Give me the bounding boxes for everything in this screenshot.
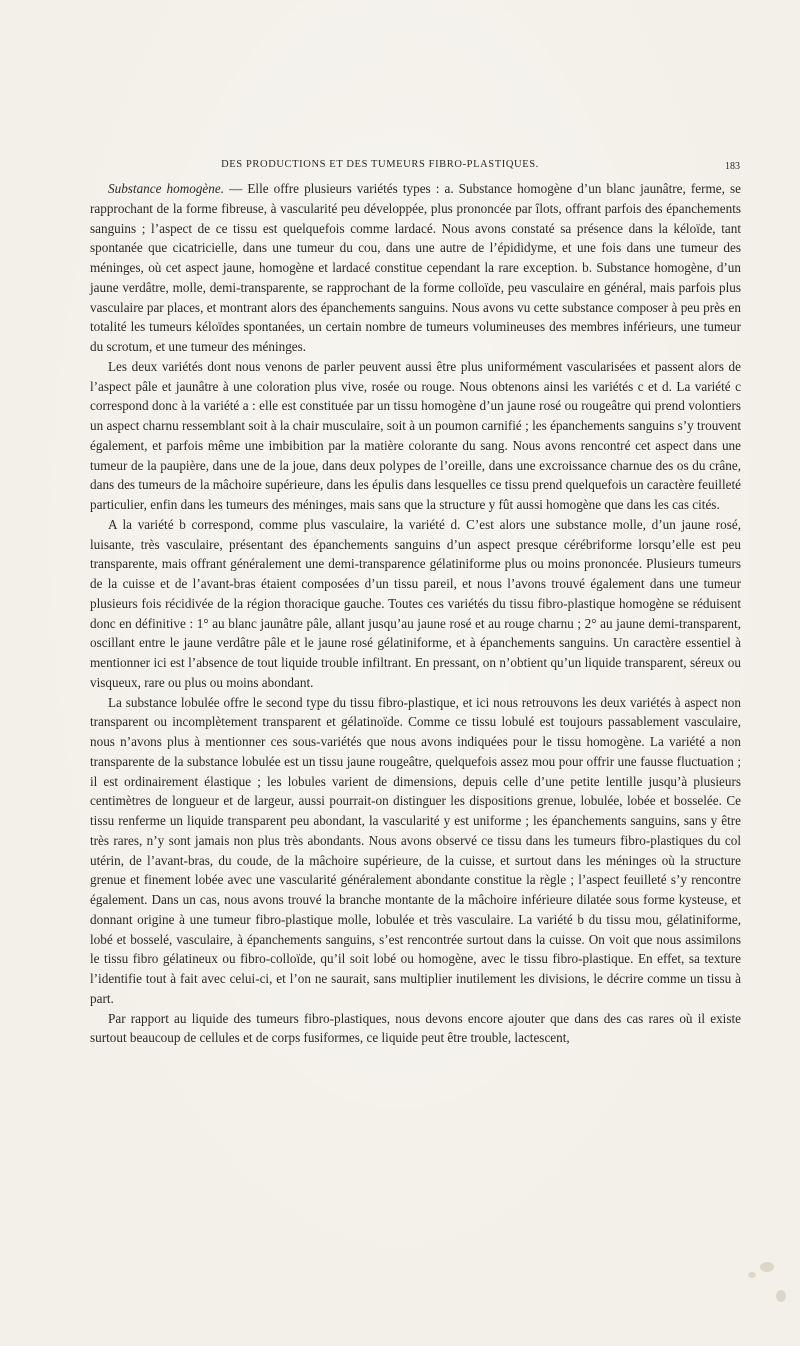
paragraph-2-text: Les deux variétés dont nous venons de parler peuvent aussi être plus uniformément vascularisées et passent alors de l’aspect pâle et jaunâtre à une coloration plus vive, rosée ou rouge. Nous obtenons ainsi les variétés c et d. La variété c correspond donc à la variété a : elle est constituée par un tissu homogène d’un jaune rosé ou rougeâtre qui prend volontiers un aspect charnu ressemblant soit à la chair musculaire, soit à un poumon carnifié ; les épanchements sanguins s’y trouvent également, et parfois même une imbibition par la matière colorante du sang. Nous avons rencontré cet aspect dans une tumeur de la paupière, dans une de la joue, dans deux polypes de l’oreille, dans une excroissance charnue des os du crâne, dans des tumeurs de la mâchoire supérieure, dans les épulis dans lesquelles ce tissu prend quelquefois un caractère feuilleté particulier, enfin dans les tumeurs des méninges, mais sans que la structure y fût aussi homogène que dans les cas cités.: [90, 358, 741, 512]
running-head: [90, 157, 740, 175]
paper-stain: [776, 1290, 786, 1302]
page-number: 183: [725, 161, 740, 172]
paragraph-1-lead: Substance homogène.: [108, 181, 225, 196]
paragraph-2: [90, 357, 741, 515]
paragraph-3-text: A la variété b correspond, comme plus vasculaire, la variété d. C’est alors une substance molle, d’un jaune rosé, luisante, très vasculaire, présentant des épanchements sanguins d’un aspect presque cérébriforme lorsqu’elle est peu transparente, mais offrant généralement une demi-transparence gélatiniforme plus ou moins prononcée. Plusieurs tumeurs de la cuisse et de l’avant-bras étaient composées d’un tissu pareil, et nous l’avons trouvé également dans une tumeur plusieurs fois récidivée de la région thoracique gauche. Toutes ces variétés du tissu fibro-plastique homogène se réduisent donc en définitive : 1° au blanc jaunâtre pâle, allant jusqu’au jaune rosé et au rouge charnu ; 2° au jaune demi-transparent, oscillant entre le jaune verdâtre pâle et le jaune rosé gélatiniforme, et à épanchements sanguins. Un caractère essentiel à mentionner ici est l’absence de tout liquide trouble infiltrant. En pressant, on n’obtient qu’un liquide transparent, séreux ou visqueux, rare ou plus ou moins abondant.: [90, 516, 741, 690]
paper-stain: [748, 1272, 756, 1278]
paragraph-3: [90, 515, 741, 693]
paragraph-4: [90, 693, 741, 1009]
paragraph-5: [90, 1009, 741, 1049]
paragraph-5-text: Par rapport au liquide des tumeurs fibro-plastiques, nous devons encore ajouter que dans des cas rares où il existe surtout beaucoup de cellules et de corps fusiformes, ce liquide peut être trouble, lactescent,: [90, 1010, 741, 1046]
body-text: [90, 179, 741, 1048]
paragraph-4-text: La substance lobulée offre le second type du tissu fibro-plastique, et ici nous retrouvons les deux variétés à aspect non transparent ou incomplètement transparent et gélatinoïde. Comme ce tissu lobulé est toujours passablement vasculaire, nous n’avons plus à mentionner ces sous-variétés que nous avons indiquées pour le tissu homogène. La variété a non transparente de la substance lobulée est un tissu jaune rougeâtre, quelquefois assez mou pour offrir une fausse fluctuation ; il est ordinairement élastique ; les lobules varient de dimensions, depuis celle d’une petite lentille jusqu’à plusieurs centimètres de longueur et de largeur, aussi pourrait-on distinguer les dispositions grenue, lobulée, lobée et bosselée. Ce tissu renferme un liquide transparent peu abondant, la vascularité y est uniforme ; les épanchements sanguins, sans y être très rares, n’y sont jamais non plus très abondants. Nous avons observé ce tissu dans les tumeurs fibro-plastiques du col utérin, de l’avant-bras, du coude, de la mâchoire supérieure, de la cuisse, et surtout dans les méninges où la structure grenue et finement lobée avec une vascularité généralement abondante constitue la règle ; l’aspect feuilleté s’y rencontre également. Dans un cas, nous avons trouvé la branche montante de la mâchoire inférieure dilatée sous forme kysteuse, et donnant origine à une tumeur fibro-plastique molle, lobulée et très vasculaire. La variété b du tissu mou, gélatiniforme, lobé et bosselé, vasculaire, à épanchements sanguins, s’est rencontrée surtout dans la cuisse. On voit que nous assimilons le tissu fibro gélatineux ou fibro-colloïde, qu’il soit lobé ou homogène, avec le tissu fibro-plastique. En effet, sa texture l’identifie tout à fait avec celui-ci, et l’on ne saurait, sans multiplier inutilement les divisions, le décrire comme un tissu à part.: [90, 694, 741, 1006]
paragraph-1: [90, 179, 741, 357]
paragraph-1-text: — Elle offre plusieurs variétés types : a. Substance homogène d’un blanc jaunâtre, ferme, se rapprochant de la forme fibreuse, à vascularité peu développée, plus prononcée par îlots, offrant parfois des épanchements sanguins ; l’aspect de ce tissu est quelquefois comme lardacé. Nous avons constaté sa présence dans la kéloïde, tant spontanée que cicatricielle, dans une tumeur du cou, dans une autre de l’épididyme, et une fois dans une tumeur des méninges, où cet aspect jaune, homogène et lardacé constitue cependant la rare exception. b. Substance homogène, d’un jaune verdâtre, molle, demi-transparente, se rapprochant de la forme colloïde, peu vasculaire en général, mais parfois plus vasculaire par places, et montrant alors des épanchements sanguins. Nous avons vu cette substance composer à peu près en totalité les tumeurs kéloïdes spontanées, un certain nombre de tumeurs volumineuses des membres inférieurs, une tumeur du scrotum, et une tumeur des méninges.: [90, 181, 741, 354]
running-title: DES PRODUCTIONS ET DES TUMEURS FIBRO-PLASTIQUES.: [221, 159, 539, 170]
paper-stain: [760, 1262, 774, 1272]
